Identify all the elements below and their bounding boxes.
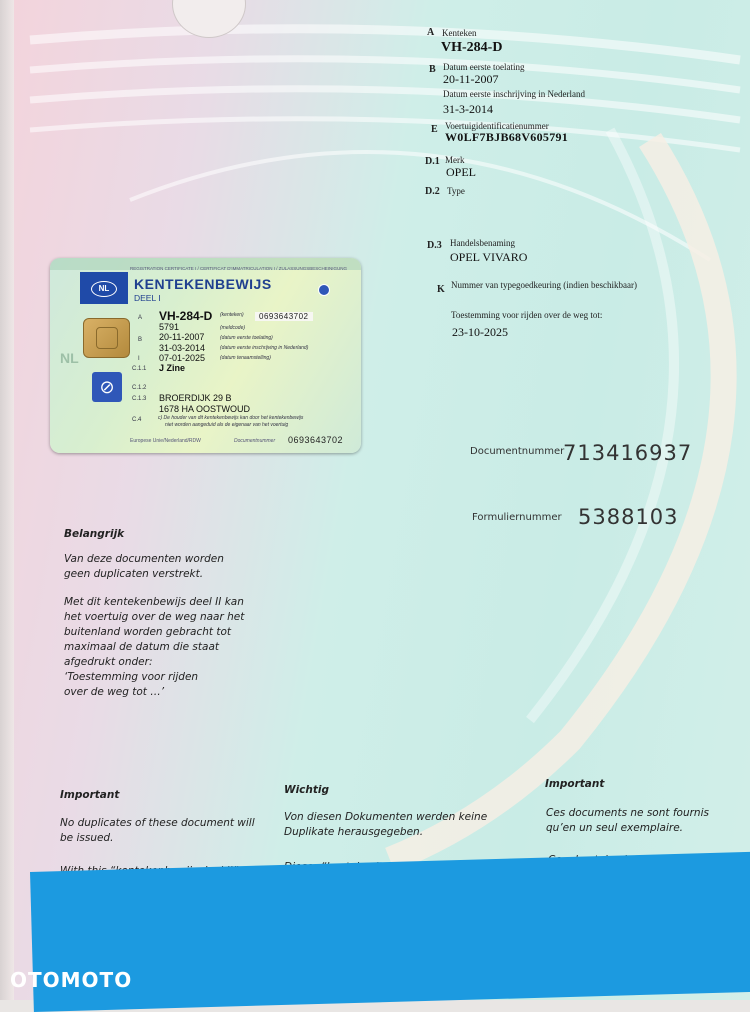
- field-d3-code: D.3: [427, 240, 442, 251]
- card-note: (meldcode): [220, 325, 246, 331]
- card-code: C.1.1: [132, 366, 147, 372]
- card-code: I: [138, 356, 140, 362]
- card-top-text: REGISTRATION CERTIFICATE I / CERTIFICAT D'IMMATRICULATION I / ZULASSUNGSBESCHEINIGUNG: [130, 266, 347, 271]
- card-code: C.1.3: [132, 396, 147, 402]
- field-b-label: Datum eerste toelating: [443, 62, 525, 72]
- card-code: C.1.2: [132, 385, 147, 391]
- card-note: niet worden aangeduid als de eigenaar van het voertuig: [165, 422, 289, 428]
- toestemming-value: 23-10-2025: [452, 325, 508, 339]
- field-k-label: Nummer van typegoedkeuring (indien beschikbaar): [451, 280, 637, 290]
- formuliernummer-label: Formuliernummer: [472, 512, 562, 523]
- card-value: VH-284-D: [159, 309, 213, 323]
- card-note: (datum eerste inschrijving in Nederland): [220, 345, 309, 351]
- column-para-en-1: No duplicates of these document will be issued.: [60, 817, 255, 844]
- documentnummer-value: 713416937: [563, 441, 693, 465]
- field-e-label: Voertuigidentificatienummer: [445, 121, 549, 131]
- blue-folder-edge: [30, 851, 750, 1012]
- card-code: B: [138, 337, 143, 343]
- field-d3-value: OPEL VIVARO: [450, 250, 528, 264]
- card-value: 1678 HA OOSTWOUD: [159, 404, 251, 414]
- belangrijk-para-2: Met dit kentekenbewijs deel II kan het voertuig over de weg naar het buitenland worden gebracht tot maximaal de datum die staat afgedrukt onder: ‘Toestemming voor rijden over de weg tot …’: [64, 596, 245, 698]
- kentekenbewijs-card: [50, 258, 361, 453]
- column-heading-de: Wichtig: [284, 784, 330, 796]
- field-d1-label: Merk: [445, 155, 465, 165]
- documentnummer-label: Documentnummer: [470, 446, 565, 457]
- eu-flag-icon: [80, 272, 128, 304]
- field-b-value: 20-11-2007: [443, 72, 499, 86]
- card-serial: 0693643702: [255, 312, 313, 321]
- card-note: (datum eerste toelating): [220, 335, 273, 341]
- column-heading-en: Important: [60, 789, 120, 801]
- card-value: 20-11-2007: [159, 332, 205, 342]
- field-d2-code: D.2: [425, 186, 440, 197]
- card-value: 5791: [159, 322, 180, 332]
- card-value: 07-01-2025: [159, 353, 206, 363]
- background-swirl: [10, 0, 750, 1000]
- field-b2-label: Datum eerste inschrijving in Nederland: [443, 89, 585, 99]
- field-e-code: E: [431, 124, 438, 135]
- column-para-fr-1: Ces documents ne sont fournis qu’en un seul exemplaire.: [546, 807, 709, 834]
- chip-icon: [83, 318, 130, 358]
- card-note: (datum tenaamstelling): [220, 355, 271, 361]
- card-code: C.4: [132, 417, 142, 423]
- card-footer-label: Documentnummer: [234, 438, 276, 444]
- otomoto-watermark-logo: OTOMOTO: [10, 968, 133, 992]
- field-d3-label: Handelsbenaming: [450, 238, 515, 248]
- card-footer-number: 0693643702: [288, 435, 344, 445]
- card-value: 31-03-2014: [159, 343, 206, 353]
- field-b-code: B: [429, 64, 436, 75]
- registration-document: [10, 0, 750, 1000]
- toestemming-label: Toestemming voor rijden over de weg tot:: [451, 310, 603, 320]
- field-a-value: VH-284-D: [441, 40, 503, 55]
- card-note: (kenteken): [220, 312, 244, 318]
- card-footer-left: Europese Unie/Nederland/RDW: [130, 438, 201, 444]
- field-k-code: K: [437, 284, 445, 295]
- field-a-label: Kenteken: [442, 28, 477, 38]
- column-heading-fr: Important: [545, 778, 605, 790]
- field-d1-value: OPEL: [446, 165, 476, 179]
- belangrijk-para-1: Van deze documenten worden geen duplicaten verstrekt.: [64, 553, 224, 580]
- field-e-value: W0LF7BJB68V605791: [445, 130, 569, 144]
- page-fold: [0, 0, 14, 1000]
- card-title: KENTEKENBEWIJS: [134, 276, 272, 292]
- card-watermark: NL: [60, 350, 79, 366]
- column-para-de-1: Von diesen Dokumenten werden keine Duplikate herausgegeben.: [284, 811, 488, 838]
- card-subtitle: DEEL I: [134, 293, 161, 303]
- hologram-seal-icon: [318, 284, 330, 296]
- card-value: BROERDIJK 29 B: [159, 393, 232, 403]
- formuliernummer-value: 5388103: [578, 505, 679, 529]
- card-code: A: [138, 315, 143, 321]
- field-d1-code: D.1: [425, 156, 440, 167]
- field-d2-label: Type: [447, 186, 465, 196]
- ghost-image-icon: ⊘: [92, 372, 122, 402]
- card-note: c) De houder van dit kentekenbewijs kan door het kentekenbewijs: [158, 415, 304, 421]
- belangrijk-heading: Belangrijk: [64, 528, 125, 540]
- country-code: NL: [91, 281, 117, 297]
- card-value: J Zine: [159, 363, 186, 373]
- field-b2-value: 31-3-2014: [443, 102, 493, 116]
- field-a-code: A: [427, 27, 435, 38]
